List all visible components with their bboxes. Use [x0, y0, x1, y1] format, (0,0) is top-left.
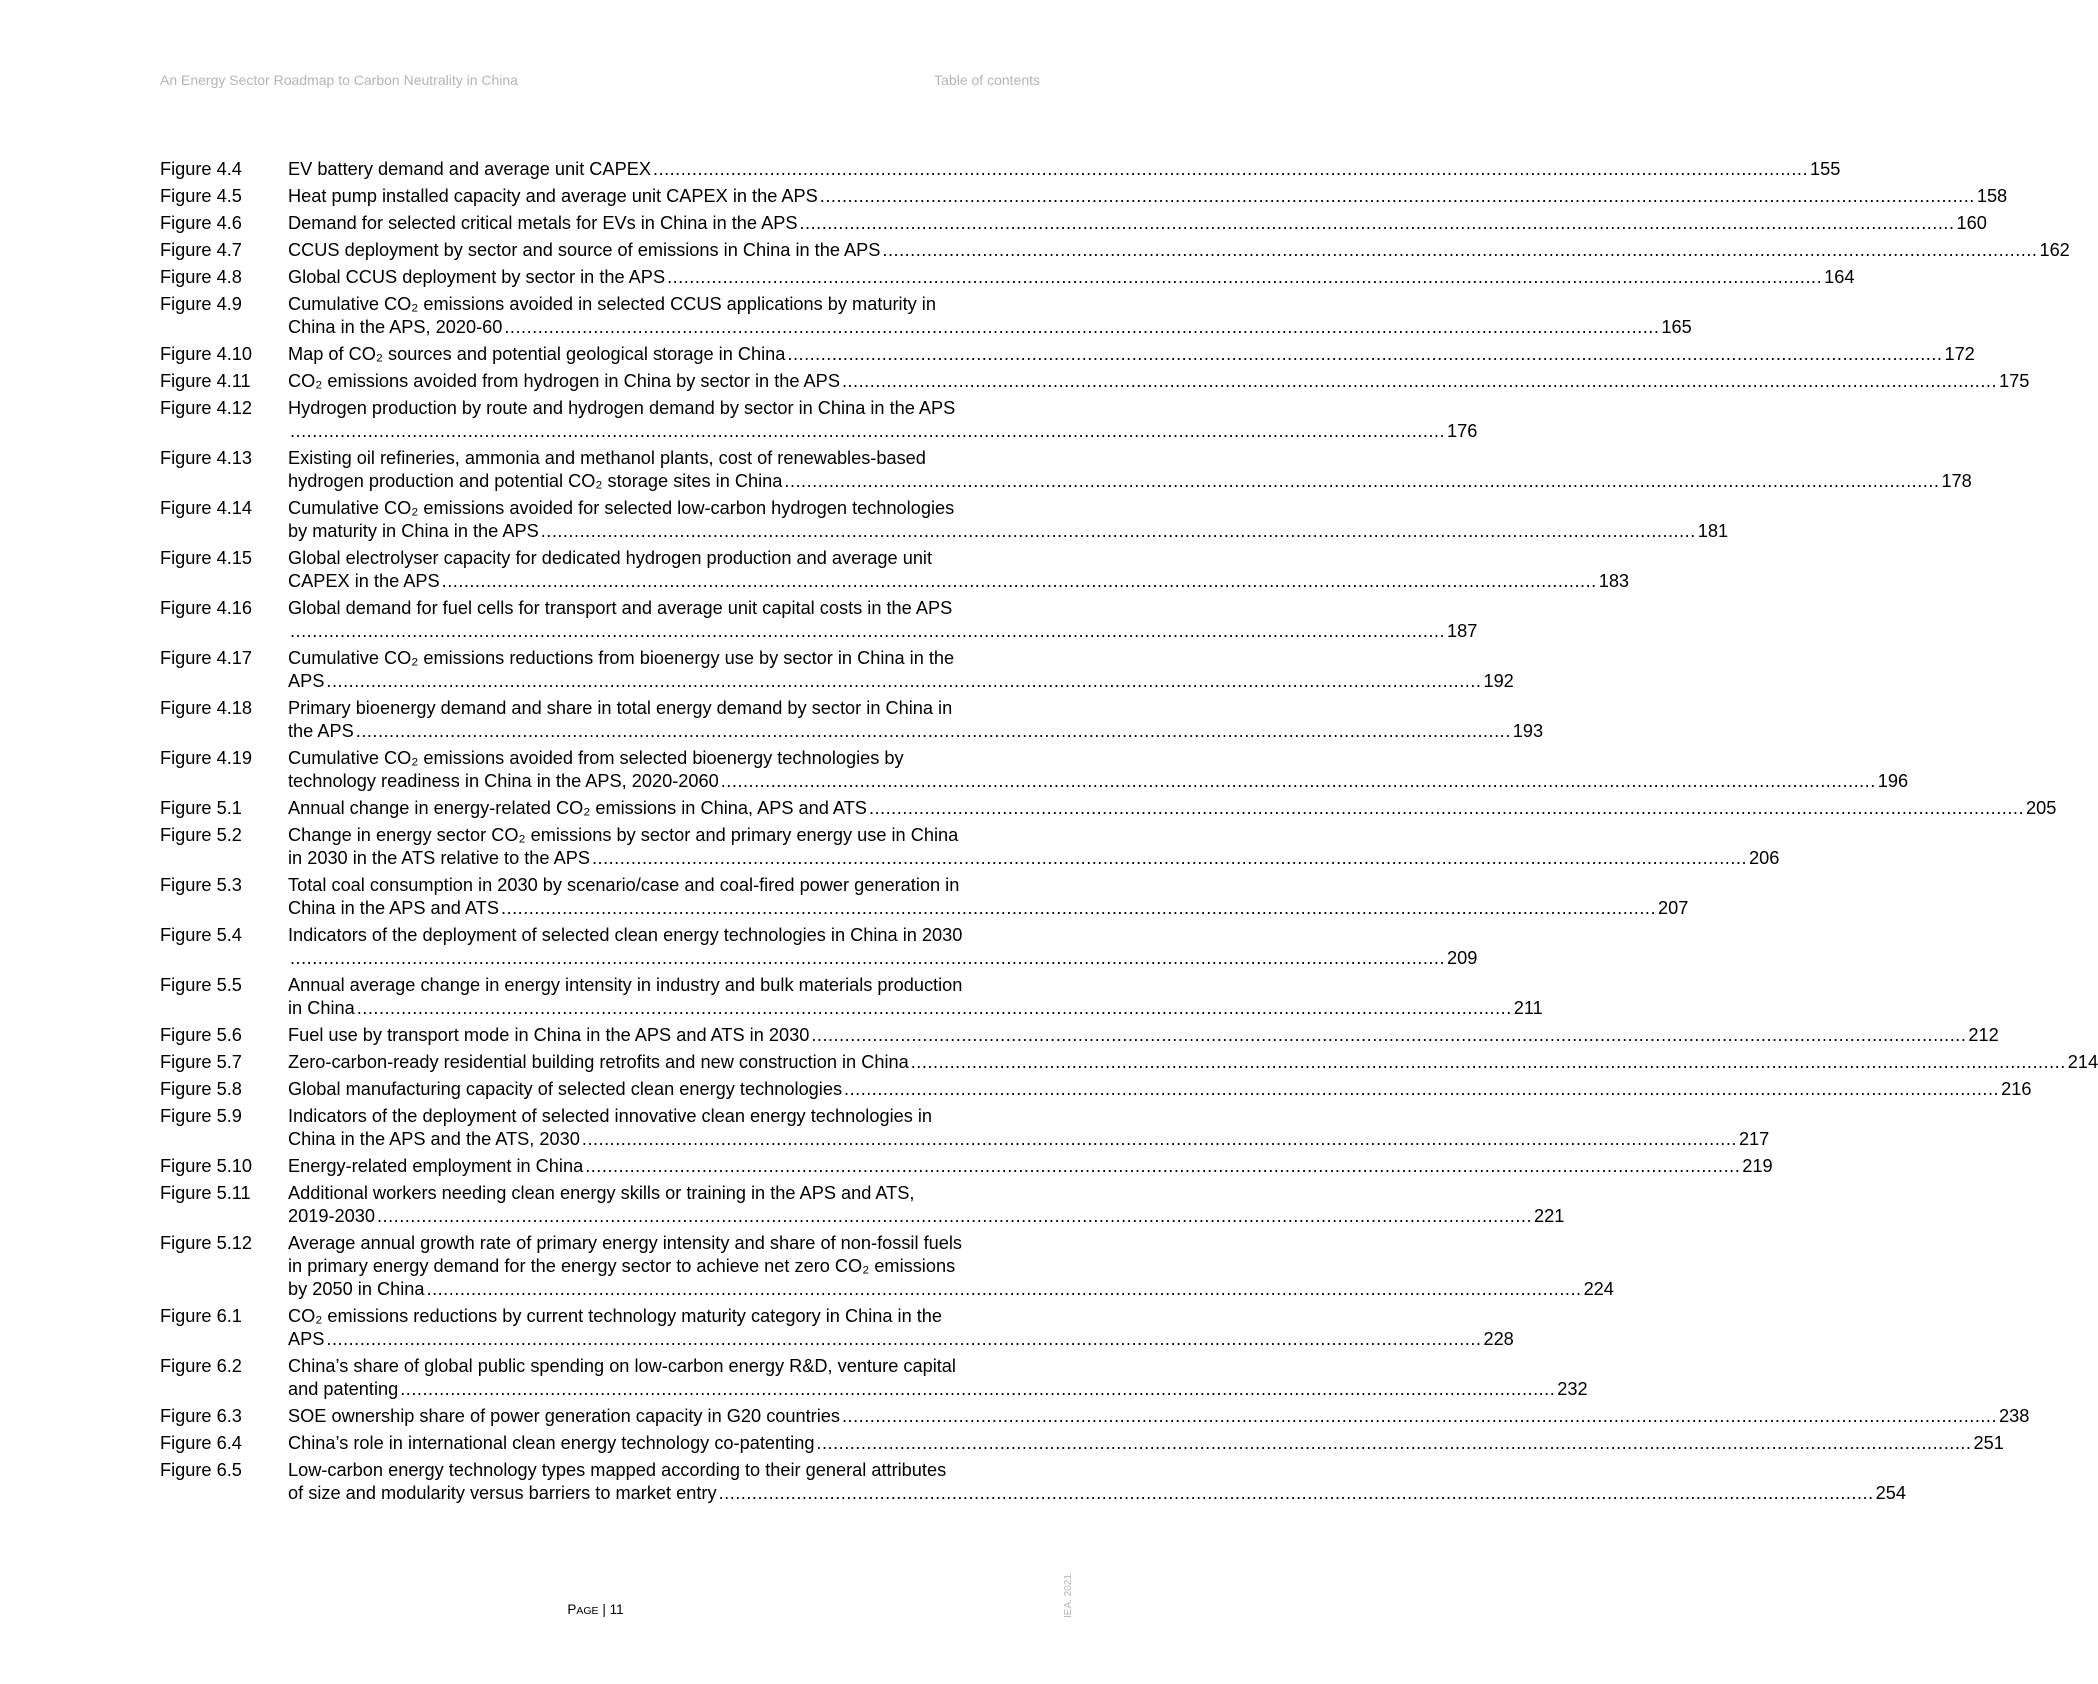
page-footer	[0, 1602, 1191, 1617]
figure-label: Figure 5.9	[160, 1106, 242, 1126]
figure-title-line	[288, 1278, 1614, 1301]
figure-title-line	[288, 824, 1779, 847]
figure-title-line	[288, 874, 1688, 897]
figure-label: Figure 4.12	[160, 398, 253, 418]
list-of-figures	[160, 158, 2098, 1509]
figure-title-line	[288, 1051, 2098, 1074]
page-reference: 162	[2039, 240, 2070, 260]
page-reference: 211	[1513, 998, 1543, 1018]
dot-leader	[440, 570, 1599, 593]
page-reference: 165	[1661, 317, 1692, 337]
figure-title-text: Heat pump installed capacity and average unit CAPEX in the APS	[288, 186, 818, 206]
figure-title-line	[288, 670, 1514, 693]
dot-leader	[375, 1205, 1534, 1228]
dot-leader	[909, 1051, 2068, 1074]
dot-leader	[590, 847, 1749, 870]
figure-title-line	[288, 239, 2070, 262]
figure-title-text: CO₂ emissions avoided from hydrogen in China by sector in the APS	[288, 371, 840, 391]
figure-title-line	[288, 420, 1477, 443]
page-reference: 216	[2001, 1079, 2032, 1099]
toc-entry[interactable]	[160, 1432, 2004, 1455]
toc-entry[interactable]	[160, 1405, 2030, 1428]
figure-title	[288, 874, 1688, 920]
page-reference: 207	[1658, 898, 1689, 918]
figure-title-text: Total coal consumption in 2030 by scenario/case and coal-fired power generation in	[288, 875, 960, 895]
toc-entry[interactable]	[160, 1078, 2032, 1101]
figure-title-text: China in the APS and ATS	[288, 898, 499, 918]
figure-title	[288, 239, 2070, 262]
toc-entry[interactable]	[160, 1105, 1770, 1151]
figure-title	[288, 212, 1987, 235]
dot-leader	[840, 1405, 1999, 1428]
toc-entry[interactable]	[160, 1024, 1999, 1047]
dot-leader	[354, 720, 1513, 743]
figure-title	[288, 924, 1477, 970]
figure-title-text: Energy-related employment in China	[288, 1156, 584, 1176]
figure-title	[288, 1155, 1773, 1178]
figure-title-text: SOE ownership share of power generation capacity in G20 countries	[288, 1406, 840, 1426]
figure-title-line	[288, 697, 1543, 720]
toc-entry[interactable]	[160, 343, 1975, 366]
dot-leader	[785, 343, 1944, 366]
figure-label: Figure 5.10	[160, 1156, 253, 1176]
figure-title	[288, 447, 1972, 493]
figure-title-line	[288, 1328, 1514, 1351]
figure-label: Figure 5.12	[160, 1233, 253, 1253]
toc-entry[interactable]	[160, 1051, 2098, 1074]
figure-label: Figure 6.5	[160, 1460, 242, 1480]
figure-label: Figure 6.2	[160, 1356, 242, 1376]
figure-label: Figure 4.19	[160, 748, 253, 768]
dot-leader	[324, 670, 1483, 693]
figure-title-line	[288, 897, 1688, 920]
section-title: Table of contents	[934, 72, 1040, 88]
figure-title-text: Additional workers needing clean energy skills or training in the APS and ATS,	[288, 1183, 915, 1203]
figure-title-text: Map of CO₂ sources and potential geological storage in China	[288, 344, 786, 364]
figure-label: Figure 4.14	[160, 498, 253, 518]
figure-title	[288, 697, 1543, 743]
dot-leader	[809, 1024, 1968, 1047]
page-reference: 192	[1483, 671, 1514, 691]
figure-title-line	[288, 1024, 1999, 1047]
toc-entry[interactable]	[160, 1155, 1773, 1178]
dot-leader	[880, 239, 2039, 262]
figure-label: Figure 5.8	[160, 1079, 242, 1099]
page-reference: 175	[1999, 371, 2030, 391]
figure-title-line	[288, 797, 2056, 820]
figure-title-line	[288, 647, 1514, 670]
figure-label: Figure 4.6	[160, 213, 242, 233]
page-reference: 193	[1512, 721, 1544, 741]
toc-entry[interactable]	[160, 397, 1478, 443]
dot-leader	[840, 370, 1999, 393]
toc-entry[interactable]	[160, 370, 2030, 393]
figure-title-line	[288, 1459, 1906, 1482]
figure-label: Figure 6.1	[160, 1306, 242, 1326]
figure-title-line	[288, 1105, 1769, 1128]
dot-leader	[324, 1328, 1483, 1351]
dot-leader	[502, 316, 1661, 339]
figure-title-line	[288, 158, 1840, 181]
figure-title-line	[288, 1432, 2004, 1455]
page-reference: 209	[1447, 948, 1478, 968]
dot-leader	[539, 520, 1698, 543]
figure-title-text: Global electrolyser capacity for dedicated hydrogen production and average unit	[288, 548, 933, 568]
toc-entry[interactable]	[160, 647, 1514, 693]
figure-title	[288, 1459, 1906, 1505]
figure-label: Figure 5.5	[160, 975, 242, 995]
figure-title-line	[288, 747, 1908, 770]
figure-title-text: Demand for selected critical metals for EVs in China in the APS	[288, 213, 798, 233]
figure-title-text: APS	[288, 671, 325, 691]
figure-title-text: China in the APS and the ATS, 2030	[288, 1129, 580, 1149]
figure-title-text: China in the APS, 2020-60	[288, 317, 503, 337]
figure-title-text: Zero-carbon-ready residential building retrofits and new construction in China	[288, 1052, 909, 1072]
figure-title-text: Cumulative CO₂ emissions avoided from selected bioenergy technologies by	[288, 748, 904, 768]
figure-title-text: Annual average change in energy intensity in industry and bulk materials production	[288, 975, 963, 995]
toc-entry[interactable]	[160, 1182, 1565, 1228]
toc-entry[interactable]	[160, 697, 1544, 743]
figure-title-text: Indicators of the deployment of selected innovative clean energy technologies in	[288, 1106, 933, 1126]
figure-title	[288, 1432, 2004, 1455]
toc-entry[interactable]	[160, 874, 1689, 920]
dot-leader	[583, 1155, 1742, 1178]
figure-title-line	[288, 1355, 1588, 1378]
page-reference: 164	[1824, 267, 1855, 287]
figure-title-text: China’s role in international clean energy technology co-patenting	[288, 1433, 815, 1453]
figure-title-text: by maturity in China in the APS	[288, 521, 539, 541]
toc-entry[interactable]	[160, 824, 1780, 870]
figure-title-line	[288, 343, 1975, 366]
figure-label: Figure 6.4	[160, 1433, 242, 1453]
toc-entry[interactable]	[160, 1305, 1514, 1351]
dot-leader	[842, 1078, 2001, 1101]
figure-title-line	[288, 547, 1629, 570]
figure-label: Figure 4.10	[160, 344, 253, 364]
figure-title-text: hydrogen production and potential CO₂ storage sites in China	[288, 471, 783, 491]
figure-title-line	[288, 1482, 1906, 1505]
toc-entry[interactable]	[160, 212, 1987, 235]
figure-title	[288, 797, 2056, 820]
figure-label: Figure 5.6	[160, 1025, 242, 1045]
figure-title-line	[288, 947, 1477, 970]
dot-leader	[288, 620, 1447, 643]
figure-label: Figure 4.9	[160, 294, 242, 314]
figure-title-text: the APS	[288, 721, 354, 741]
figure-title-text: Average annual growth rate of primary energy intensity and share of non-fossil fuels	[288, 1233, 962, 1253]
toc-entry[interactable]	[160, 447, 1972, 493]
figure-title	[288, 370, 2029, 393]
figure-title-line	[288, 397, 1477, 420]
figure-title-line	[288, 997, 1543, 1020]
page-number: 11	[609, 1602, 624, 1617]
page-reference: 219	[1742, 1156, 1773, 1176]
figure-title-text: Existing oil refineries, ammonia and methanol plants, cost of renewables-based	[288, 448, 926, 468]
figure-title-text: Indicators of the deployment of selected clean energy technologies in China in 2030	[288, 925, 963, 945]
figure-title	[288, 266, 1854, 289]
toc-entry[interactable]	[160, 547, 1630, 593]
figure-title	[288, 293, 1692, 339]
figure-title-line	[288, 1182, 1564, 1205]
page-reference: 214	[2067, 1052, 2098, 1072]
figure-title-line	[288, 1155, 1773, 1178]
figure-title-text: by 2050 in China	[288, 1279, 425, 1299]
figure-title-text: China’s share of global public spending on low-carbon energy R&D, venture capital	[288, 1356, 956, 1376]
figure-title-line	[288, 570, 1629, 593]
figure-title-text: in 2030 in the ATS relative to the APS	[288, 848, 590, 868]
figure-title	[288, 397, 1477, 443]
figure-label: Figure 4.15	[160, 548, 253, 568]
figure-title	[288, 747, 1908, 793]
page-reference: 221	[1534, 1206, 1565, 1226]
figure-title	[288, 497, 1728, 543]
figure-title	[288, 1182, 1564, 1228]
figure-title-line	[288, 293, 1692, 316]
figure-title-line	[288, 316, 1692, 339]
copyright-watermark: IEA. 2021.	[1063, 1571, 1074, 1618]
figure-title-line	[288, 620, 1477, 643]
toc-entry[interactable]	[160, 293, 1692, 339]
figure-label: Figure 4.8	[160, 267, 242, 287]
toc-entry[interactable]	[160, 597, 1478, 643]
page-reference: 217	[1738, 1129, 1770, 1149]
toc-entry[interactable]	[160, 185, 2008, 208]
dot-leader	[425, 1278, 1584, 1301]
figure-title-line	[288, 924, 1477, 947]
page-reference: 160	[1956, 213, 1987, 233]
figure-title-line	[288, 1205, 1564, 1228]
figure-title-text: in primary energy demand for the energy sector to achieve net zero CO₂ emissions	[288, 1256, 956, 1276]
dot-leader	[717, 1482, 1876, 1505]
figure-label: Figure 4.17	[160, 648, 253, 668]
figure-title	[288, 343, 1975, 366]
figure-title-text: Global CCUS deployment by sector in the APS	[288, 267, 666, 287]
figure-title-text: and patenting	[288, 1379, 399, 1399]
figure-title-text: Change in energy sector CO₂ emissions by sector and primary energy use in China	[288, 825, 959, 845]
dot-leader	[818, 185, 1977, 208]
figure-label: Figure 4.16	[160, 598, 253, 618]
dot-leader	[499, 897, 1658, 920]
figure-title-line	[288, 720, 1543, 743]
figure-label: Figure 4.4	[160, 159, 242, 179]
page-reference: 172	[1944, 344, 1975, 364]
figure-title-text: Fuel use by transport mode in China in the APS and ATS in 2030	[288, 1025, 810, 1045]
page-reference: 158	[1976, 186, 2008, 206]
dot-leader	[288, 420, 1447, 443]
figure-title-line	[288, 847, 1779, 870]
page-reference: 254	[1875, 1483, 1906, 1503]
page-reference: 212	[1968, 1025, 1999, 1045]
figure-title	[288, 1405, 2029, 1428]
figure-title-text: Cumulative CO₂ emissions avoided for selected low-carbon hydrogen technologies	[288, 498, 955, 518]
toc-entry[interactable]	[160, 266, 1855, 289]
figure-title	[288, 824, 1779, 870]
toc-entry[interactable]	[160, 158, 1841, 181]
figure-title-line	[288, 770, 1908, 793]
figure-label: Figure 4.7	[160, 240, 242, 260]
figure-title-line	[288, 370, 2029, 393]
dot-leader	[797, 212, 1956, 235]
figure-title-line	[288, 1305, 1514, 1328]
dot-leader	[651, 158, 1810, 181]
figure-title-text: CO₂ emissions reductions by current technology maturity category in China in the	[288, 1306, 943, 1326]
report-title: An Energy Sector Roadmap to Carbon Neutrality in China	[160, 72, 518, 88]
dot-leader	[814, 1432, 1973, 1455]
figure-label: Figure 6.3	[160, 1406, 242, 1426]
figure-title-text: Low-carbon energy technology types mapped according to their general attributes	[288, 1460, 947, 1480]
figure-title-text: in China	[288, 998, 355, 1018]
figure-title-line	[288, 974, 1543, 997]
figure-title	[288, 547, 1629, 593]
figure-title-line	[288, 470, 1972, 493]
figure-title-text: 2019-2030	[288, 1206, 375, 1226]
figure-title-line	[288, 1078, 2031, 1101]
toc-entry[interactable]	[160, 497, 1729, 543]
figure-label: Figure 4.13	[160, 448, 253, 468]
figure-title	[288, 1305, 1514, 1351]
figure-label: Figure 5.2	[160, 825, 242, 845]
figure-title-line	[288, 597, 1477, 620]
toc-entry[interactable]	[160, 239, 2070, 262]
page-reference: 178	[1941, 471, 1972, 491]
page-reference: 232	[1557, 1379, 1588, 1399]
figure-title	[288, 974, 1543, 1020]
figure-title-text: Cumulative CO₂ emissions reductions from bioenergy use by sector in China in the	[288, 648, 955, 668]
figure-title-line	[288, 1255, 1614, 1278]
figure-title-line	[288, 266, 1854, 289]
figure-title-line	[288, 447, 1972, 470]
toc-entry[interactable]	[160, 1232, 1614, 1301]
figure-title-line	[288, 1128, 1769, 1151]
figure-title	[288, 185, 2007, 208]
toc-entry[interactable]	[160, 1355, 1588, 1401]
page-reference: 206	[1749, 848, 1780, 868]
figure-label: Figure 5.4	[160, 925, 242, 945]
figure-label: Figure 5.1	[160, 798, 242, 818]
page-reference: 251	[1973, 1433, 2004, 1453]
page-reference: 176	[1447, 421, 1478, 441]
figure-title	[288, 1051, 2098, 1074]
page-reference: 155	[1810, 159, 1841, 179]
figure-title-line	[288, 1378, 1588, 1401]
figure-title-text: CCUS deployment by sector and source of emissions in China in the APS	[288, 240, 881, 260]
page-reference: 196	[1877, 771, 1909, 791]
figure-title-line	[288, 1405, 2029, 1428]
page-reference: 181	[1697, 521, 1729, 541]
figure-title	[288, 1078, 2031, 1101]
figure-label: Figure 5.3	[160, 875, 242, 895]
page-label: PAGE	[567, 1602, 599, 1617]
toc-entry[interactable]	[160, 747, 1909, 793]
figure-title-text: Global manufacturing capacity of selected clean energy technologies	[288, 1079, 843, 1099]
figure-label: Figure 5.11	[160, 1183, 251, 1203]
figure-title	[288, 647, 1514, 693]
figure-title	[288, 1105, 1769, 1151]
dot-leader	[719, 770, 1878, 793]
figure-title-line	[288, 520, 1728, 543]
page-reference: 205	[2026, 798, 2057, 818]
figure-title-text: of size and modularity versus barriers to market entry	[288, 1483, 717, 1503]
figure-title	[288, 1232, 1614, 1301]
figure-label: Figure 5.7	[160, 1052, 242, 1072]
figure-label: Figure 4.11	[160, 371, 251, 391]
toc-entry[interactable]	[160, 1459, 1906, 1505]
figure-title-text: Hydrogen production by route and hydrogen demand by sector in China in the APS	[288, 398, 956, 418]
page-reference: 238	[1999, 1406, 2030, 1426]
figure-title-line	[288, 1232, 1614, 1255]
dot-leader	[665, 266, 1824, 289]
page-reference: 187	[1447, 621, 1478, 641]
figure-title-line	[288, 212, 1987, 235]
dot-leader	[580, 1128, 1739, 1151]
dot-leader	[355, 997, 1514, 1020]
figure-title	[288, 1024, 1999, 1047]
dot-leader	[867, 797, 2026, 820]
figure-title-text: technology readiness in China in the APS, 2020-2060	[288, 771, 719, 791]
dot-leader	[782, 470, 1941, 493]
dot-leader	[398, 1378, 1557, 1401]
figure-label: Figure 4.5	[160, 186, 242, 206]
figure-title-line	[288, 497, 1728, 520]
toc-entry[interactable]	[160, 797, 2057, 820]
figure-title	[288, 597, 1477, 643]
figure-title-text: Global demand for fuel cells for transport and average unit capital costs in the APS	[288, 598, 953, 618]
figure-label: Figure 4.18	[160, 698, 253, 718]
figure-title	[288, 158, 1840, 181]
page-separator: |	[598, 1602, 610, 1617]
toc-entry[interactable]	[160, 924, 1478, 970]
figure-title-text: EV battery demand and average unit CAPEX	[288, 159, 651, 179]
figure-title-line	[288, 185, 2007, 208]
figure-title-text: APS	[288, 1329, 325, 1349]
page-reference: 228	[1483, 1329, 1514, 1349]
figure-title-text: Cumulative CO₂ emissions avoided in selected CCUS applications by maturity in	[288, 294, 936, 314]
page-reference: 224	[1583, 1279, 1614, 1299]
page-reference: 183	[1598, 571, 1630, 591]
figure-title-text: CAPEX in the APS	[288, 571, 440, 591]
figure-title-text: Primary bioenergy demand and share in total energy demand by sector in China in	[288, 698, 953, 718]
dot-leader	[288, 947, 1447, 970]
figure-title	[288, 1355, 1588, 1401]
toc-entry[interactable]	[160, 974, 1543, 1020]
figure-title-text: Annual change in energy-related CO₂ emissions in China, APS and ATS	[288, 798, 867, 818]
